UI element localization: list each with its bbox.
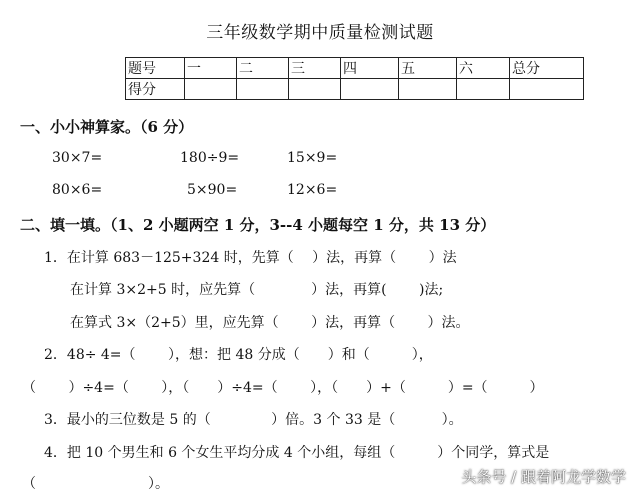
calc-item: 30×7= (52, 150, 103, 166)
calc-item: 12×6= (287, 182, 338, 198)
score-cell (399, 79, 457, 100)
score-header-cell: 六 (457, 58, 510, 79)
question-line: 1．在计算 683－125+324 时，先算（ ）法，再算（ ）法 (44, 250, 457, 266)
score-header-cell: 二 (237, 58, 289, 79)
calc-item: 180÷9= (180, 150, 240, 166)
page-title: 三年级数学期中质量检测试题 (206, 23, 434, 43)
question-line: 4．把 10 个男生和 6 个女生平均分成 4 个小组，每组（ ）个同学，算式是 (44, 445, 550, 461)
score-cell (457, 79, 510, 100)
question-line: （ ）÷4=（ ），（ ）÷4=（ ），（ ）+（ ）=（ ） (22, 380, 544, 396)
section1-heading: 一、小小神算家。（6 分） (20, 118, 194, 136)
question-line: 3．最小的三位数是 5 的（ ）倍。3 个 33 是（ ）。 (44, 412, 463, 428)
question-line: 2．48÷ 4=（ ），想：把 48 分成（ ）和（ ）， (44, 347, 433, 363)
score-header-cell: 总分 (510, 58, 584, 79)
score-cell (510, 79, 584, 100)
score-row-label: 得分 (126, 79, 185, 100)
score-cell (185, 79, 237, 100)
score-header-cell: 五 (399, 58, 457, 79)
watermark: 头条号 / 跟着阿龙学数学 (461, 468, 626, 486)
score-header-cell: 三 (289, 58, 341, 79)
question-line: 在算式 3×（2+5）里，应先算（ ）法，再算（ ）法。 (70, 315, 470, 331)
score-header-cell: 一 (185, 58, 237, 79)
calc-item: 5×90= (187, 182, 238, 198)
question-line: 在计算 3×2+5 时，应先算（ ）法，再算( )法; (70, 282, 444, 298)
question-line: （ ）。 (22, 476, 169, 492)
calc-item: 80×6= (52, 182, 103, 198)
score-cell (237, 79, 289, 100)
score-header-cell: 四 (341, 58, 399, 79)
score-cell (289, 79, 341, 100)
score-header-cell: 题号 (126, 58, 185, 79)
score-table-header-row (126, 58, 584, 79)
score-table (125, 57, 584, 100)
score-cell (341, 79, 399, 100)
score-table-score-row (126, 79, 584, 100)
calc-item: 15×9= (287, 150, 338, 166)
section2-heading: 二、填一填。（1、2 小题两空 1 分，3--4 小题每空 1 分，共 13 分） (20, 216, 496, 234)
